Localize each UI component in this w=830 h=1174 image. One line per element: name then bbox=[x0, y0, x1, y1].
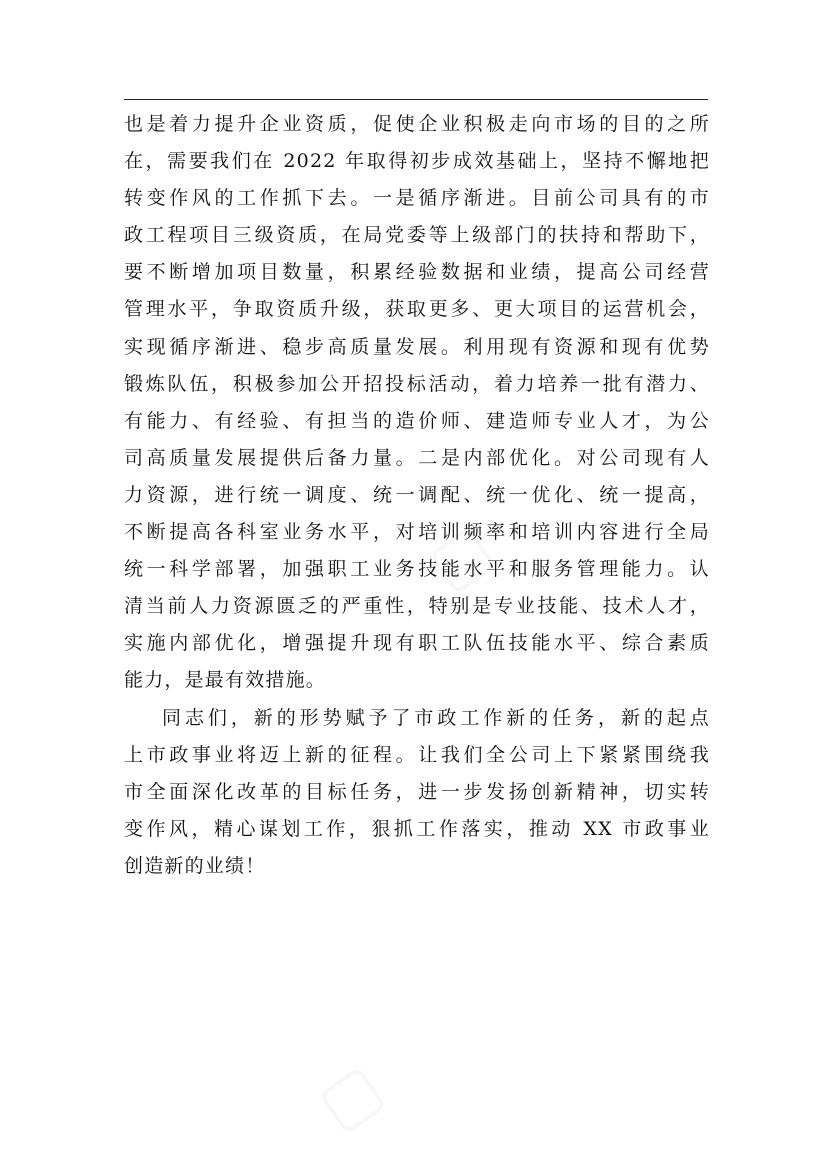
text-line: 有能力、有经验、有担当的造价师、建造师专业人才，为公 bbox=[124, 409, 710, 432]
text-line: 力资源，进行统一调度、统一调配、统一优化、统一提高， bbox=[124, 483, 710, 506]
text-line: 实施内部优化，增强提升现有职工队伍技能水平、综合素质 bbox=[124, 632, 710, 655]
text-line: 不断提高各科室业务水平，对培训频率和培训内容进行全局 bbox=[124, 521, 710, 544]
paragraph-1 bbox=[124, 106, 710, 700]
text-line: 创造新的业绩！ bbox=[124, 854, 266, 877]
text-line: 清当前人力资源匮乏的严重性，特别是专业技能、技术人才， bbox=[124, 595, 710, 618]
text-line: 政工程项目三级资质，在局党委等上级部门的扶持和帮助下， bbox=[124, 224, 710, 247]
text-line: 也是着力提升企业资质，促使企业积极走向市场的目的之所 bbox=[124, 113, 710, 135]
text-line: 变作风，精心谋划工作，狠抓工作落实，推动 XX 市政事业 bbox=[124, 817, 710, 840]
text-line: 上市政事业将迈上新的征程。让我们全公司上下紧紧围绕我 bbox=[124, 743, 710, 766]
text-line: 要不断增加项目数量，积累经验数据和业绩，提高公司经营 bbox=[124, 261, 710, 284]
text-line: 转变作风的工作抓下去。一是循序渐进。目前公司具有的市 bbox=[124, 187, 710, 210]
text-line: 同志们，新的形势赋予了市政工作新的任务，新的起点 bbox=[162, 706, 710, 729]
text-line: 实现循序渐进、稳步高质量发展。利用现有资源和现有优势 bbox=[124, 335, 710, 358]
text-line: 管理水平，争取资质升级，获取更多、更大项目的运营机会， bbox=[124, 298, 710, 321]
text-line: 市全面深化改革的目标任务，进一步发扬创新精神，切实转 bbox=[124, 780, 710, 803]
text-line: 统一科学部署，加强职工业务技能水平和服务管理能力。认 bbox=[124, 558, 710, 581]
text-line: 司高质量发展提供后备力量。二是内部优化。对公司现有人 bbox=[124, 446, 710, 469]
text-line: 能力，是最有效措施。 bbox=[124, 669, 327, 692]
header-rule bbox=[124, 99, 708, 100]
text-line: 在，需要我们在 2022 年取得初步成效基础上，坚持不懈地把 bbox=[124, 150, 710, 173]
watermark bbox=[304, 1049, 396, 1144]
text-line: 锻炼队伍，积极参加公开招投标活动，着力培养一批有潜力、 bbox=[124, 372, 710, 395]
body-text bbox=[124, 106, 710, 885]
paragraph-2 bbox=[124, 700, 710, 885]
